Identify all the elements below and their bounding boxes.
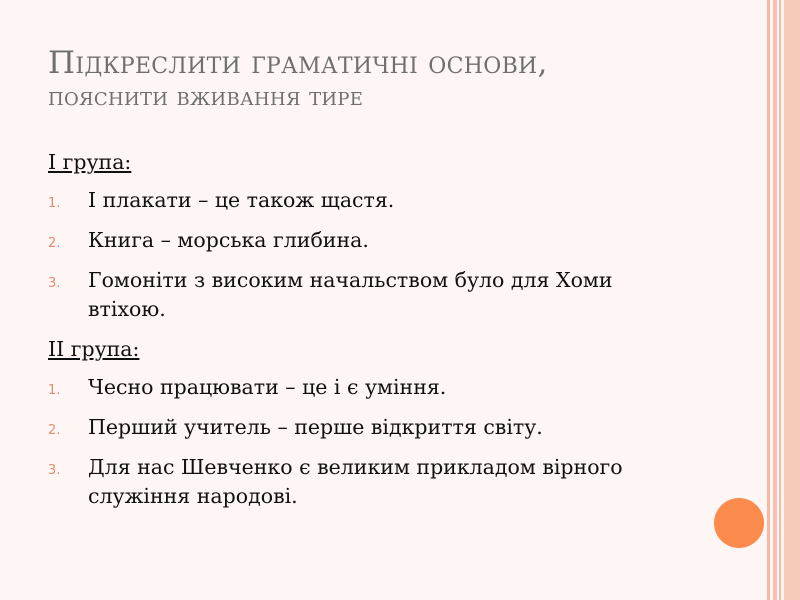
list-item <box>48 413 648 442</box>
list-number: 1. <box>48 383 61 398</box>
decorative-stripe <box>784 0 800 600</box>
list-number: 2. <box>48 236 61 251</box>
list-item-text: Чесно працювати – це і є уміння. <box>88 375 447 399</box>
list-number: 2. <box>48 423 61 438</box>
list-item-text: І плакати – це також щастя. <box>88 188 395 212</box>
slide-title <box>48 44 748 112</box>
list-item-text: Перший учитель – перше відкриття світу. <box>88 415 543 439</box>
decorative-stripe <box>773 0 777 600</box>
list-item-text: Для нас Шевченко є великим прикладом вірного служіння народові. <box>88 455 623 508</box>
title-line-2: пояснити вживання тире <box>48 82 364 111</box>
list-item <box>48 453 648 511</box>
group-1-list <box>48 186 648 324</box>
list-item <box>48 226 648 255</box>
list-item <box>48 266 648 324</box>
decorative-circle <box>714 498 764 548</box>
group-heading-1: І група: <box>48 150 132 174</box>
list-item-text: Книга – морська глибина. <box>88 228 369 252</box>
list-number: 1. <box>48 196 61 211</box>
decorative-stripe <box>779 0 781 600</box>
list-item <box>48 186 648 215</box>
group-heading-2: ІІ група: <box>48 337 140 361</box>
decorative-stripe <box>767 0 770 600</box>
slide-content <box>48 148 648 522</box>
list-number: 3. <box>48 276 61 291</box>
group-2-list <box>48 373 648 511</box>
list-item-text: Гомоніти з високим начальством було для Хоми втіхою. <box>88 268 613 321</box>
title-line-1: Підкреслити граматичні основи, <box>48 45 548 81</box>
list-number: 3. <box>48 463 61 478</box>
list-item <box>48 373 648 402</box>
